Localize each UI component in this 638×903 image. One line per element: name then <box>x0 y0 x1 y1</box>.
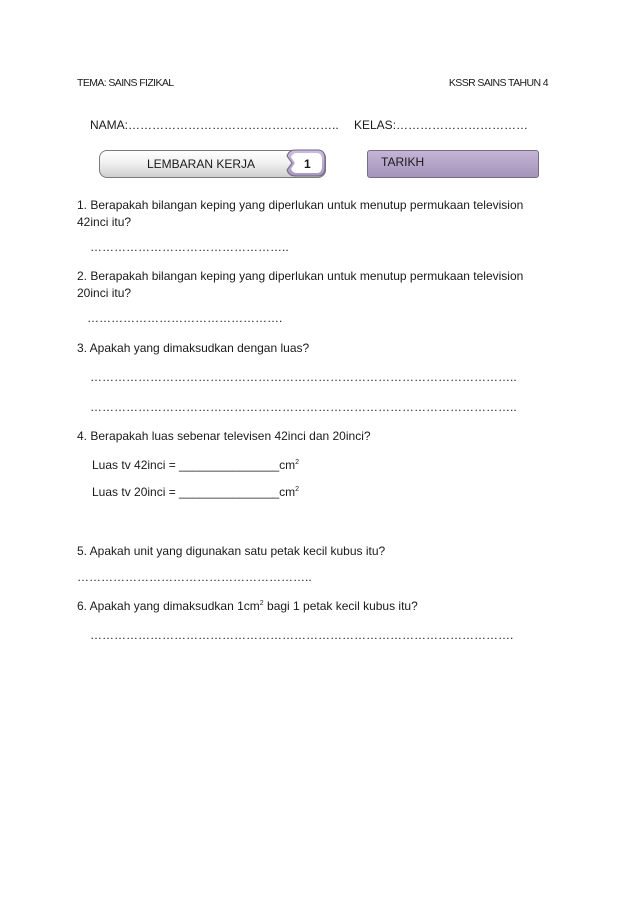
answer-line: ……………………………………………………………………………………………. <box>90 628 514 642</box>
question-3: 3. Apakah yang dimaksudkan dengan luas? <box>77 341 310 355</box>
question-5: 5. Apakah unit yang digunakan satu petak kecil kubus itu? <box>77 544 386 558</box>
date-label: TARIKH <box>381 155 425 169</box>
question-6: 6. Apakah yang dimaksudkan $1cm^2$ bagi 1 petak kecil kubus itu? <box>77 599 418 613</box>
answer-line: …………………………………………………………………………………………….. <box>90 370 517 384</box>
worksheet-label: LEMBARAN KERJA <box>147 157 256 171</box>
answer-line: ………………………………………….. <box>90 240 289 254</box>
answer-line: …………………………………………………………………………………………….. <box>90 400 517 414</box>
class-field: KELAS:…………………………… <box>354 118 529 132</box>
answer-line: ………………………………………………….. <box>77 570 312 584</box>
question-1: 1. Berapakah bilangan keping yang diperlukan untuk menutup permukaan television 42inci itu? <box>77 198 524 229</box>
answer-line: …………………………………………. <box>87 311 283 325</box>
question-4: 4. Berapakah luas sebenar televisen 42inci dan 20inci? <box>77 429 371 443</box>
curriculum-header: KSSR SAINS TAHUN 4 <box>448 77 548 89</box>
theme-header: TEMA: SAINS FIZIKAL <box>77 77 174 89</box>
question-2: 2. Berapakah bilangan keping yang diperlukan untuk menutup permukaan television 20inci itu? <box>77 269 524 300</box>
tv-42-area-line: Luas tv 42inci = $\_\_\_\_\_\_\_\_\_\_\_\_\_\_\_cm^2$ <box>92 458 300 472</box>
tv-20-area-line: Luas tv 20inci = $\_\_\_\_\_\_\_\_\_\_\_\_\_\_\_cm^2$ <box>92 485 300 499</box>
worksheet-number: 1 <box>304 157 311 171</box>
name-field: NAMA:…………………………………………….. <box>90 118 339 132</box>
